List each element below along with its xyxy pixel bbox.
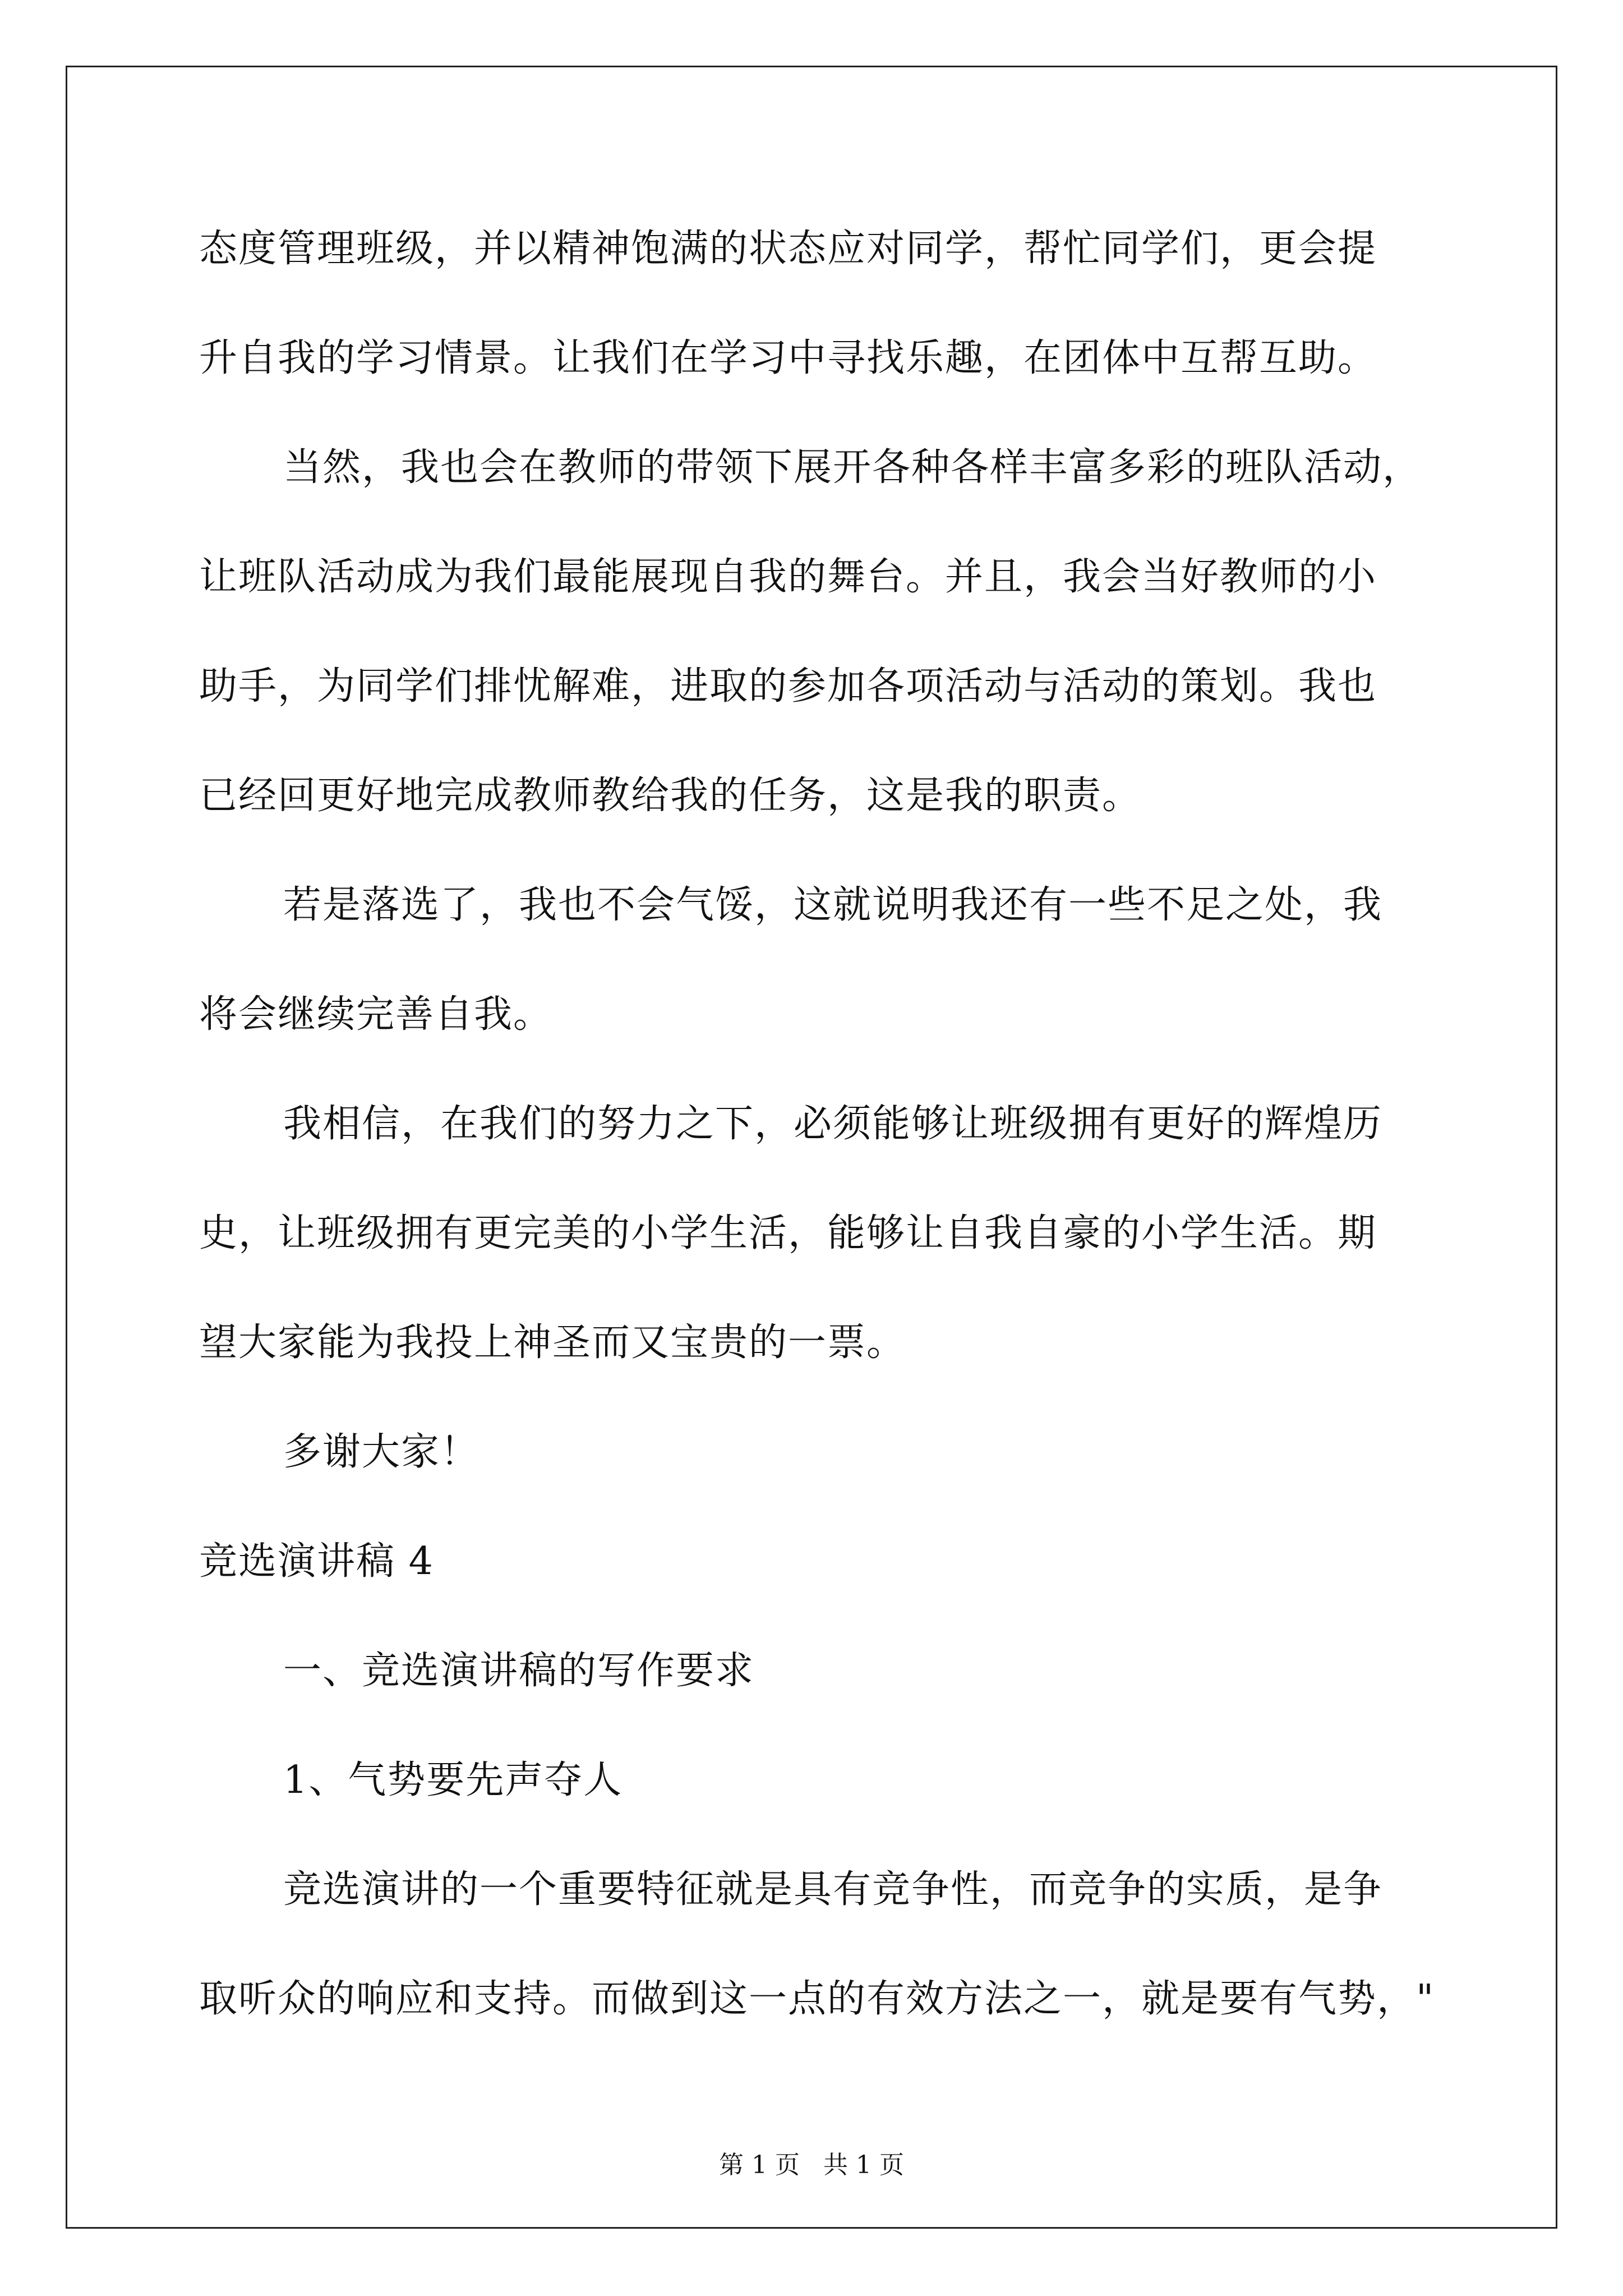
section-heading: 竞选演讲稿 4 <box>199 1539 434 1584</box>
subheading: 1、气势要先声夺人 <box>283 1758 623 1802</box>
text-line: 史，让班级拥有更完美的小学生活，能够让自我自豪的小学生活。期 <box>199 1211 1377 1255</box>
paragraph-first-line: 我相信，在我们的努力之下，必须能够让班级拥有更好的辉煌历 <box>283 1102 1383 1146</box>
text-line: 取听众的响应和支持。而做到这一点的有效方法之一，就是要有气势，" <box>199 1977 1435 2021</box>
closing-line: 多谢大家！ <box>283 1430 480 1474</box>
text-line: 望大家能为我投上神圣而又宝贵的一票。 <box>199 1320 906 1365</box>
paragraph-first-line: 若是落选了，我也不会气馁，这就说明我还有一些不足之处，我 <box>283 883 1383 927</box>
text-line: 让班队活动成为我们最能展现自我的舞台。并且，我会当好教师的小 <box>199 555 1377 599</box>
page-footer: 第 1 页 共 1 页 <box>719 2151 904 2179</box>
paragraph-first-line: 竞选演讲的一个重要特征就是具有竞争性，而竞争的实质，是争 <box>283 1867 1383 1912</box>
text-line: 升自我的学习情景。让我们在学习中寻找乐趣，在团体中互帮互助。 <box>199 336 1377 380</box>
text-line: 将会继续完善自我。 <box>199 992 553 1037</box>
paragraph-first-line: 当然，我也会在教师的带领下展开各种各样丰富多彩的班队活动， <box>283 445 1422 490</box>
text-line: 态度管理班级，并以精神饱满的状态应对同学，帮忙同学们，更会提 <box>199 227 1377 271</box>
text-line: 助手，为同学们排忧解难，进取的参加各项活动与活动的策划。我也 <box>199 664 1377 708</box>
text-line: 已经回更好地完成教师教给我的任务，这是我的职责。 <box>199 774 1142 818</box>
subheading: 一、竞选演讲稿的写作要求 <box>283 1649 755 1693</box>
